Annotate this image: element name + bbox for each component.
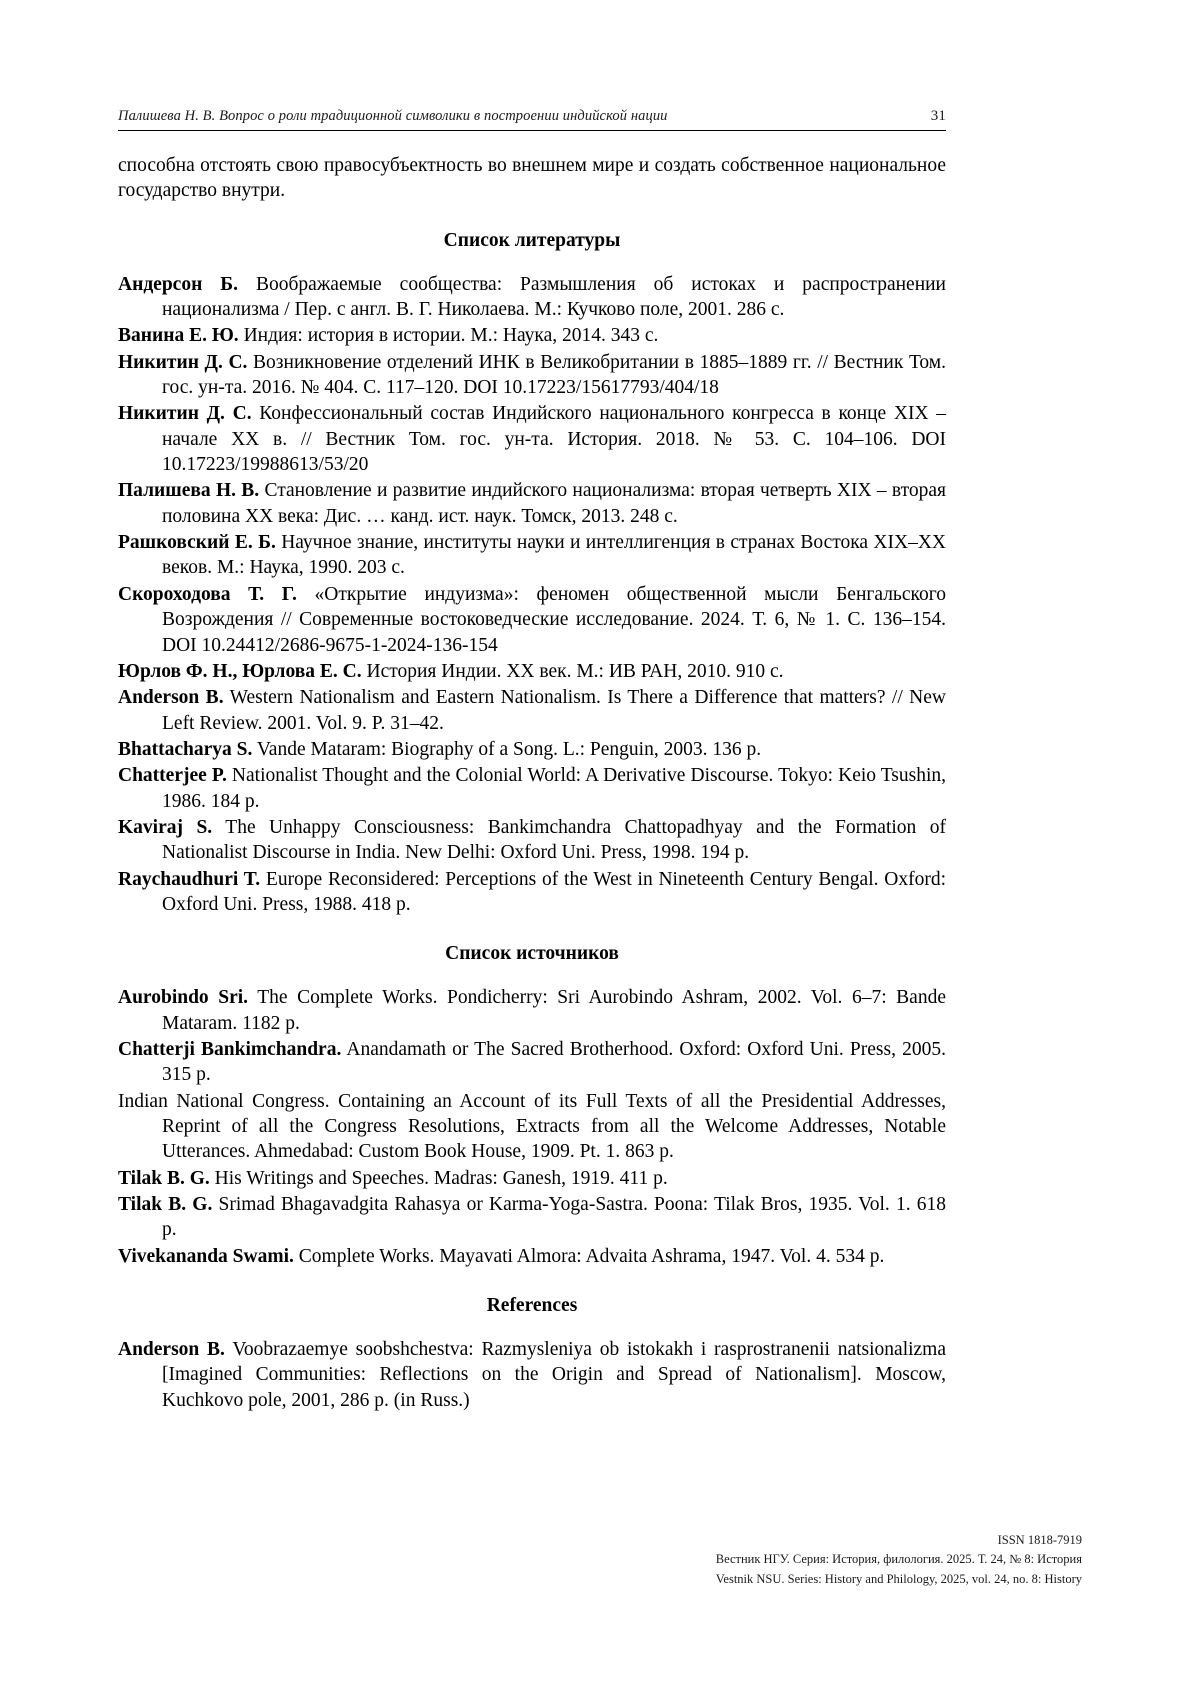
list-item (118, 815, 946, 866)
reference-text: Voobrazaemye soobshchestva: Razmysleniya ob istokakh i rasprostranenii natsionalizma [Imagined Communities: Reflections on the Origin and Spread of Nationalism]. Moscow, Kuchkovo pole, 2001, 286 p. (in Russ.) (162, 1339, 947, 1411)
list-item (118, 272, 946, 323)
reference-author: Никитин Д. С. (118, 403, 252, 425)
footer-journal-ru: Вестник НГУ. Серия: История, филология. 2025. Т. 24, № 8: История (715, 1552, 1082, 1567)
reference-text: Воображаемые сообщества: Размышления об истоках и распространении национализма / Пер. с англ. В. Г. Николаева. М.: Кучково поле, 2001. 286 с. (162, 273, 946, 321)
header-divider (118, 130, 946, 131)
reference-text: His Writings and Speeches. Madras: Ganesh, 1919. 411 p. (209, 1167, 668, 1189)
list-item (118, 1244, 946, 1269)
section-heading-literature: Список литературы (443, 229, 621, 251)
reference-author: Tilak B. G. (118, 1194, 213, 1216)
reference-author: Aurobindo Sri. (118, 987, 249, 1009)
reference-text: Anandamath or The Sacred Brotherhood. Oxford: Oxford Uni. Press, 2005. 315 p. (162, 1038, 946, 1086)
reference-text: Индия: история в истории. М.: Наука, 2014. 343 с. (238, 325, 659, 347)
reference-author: Raychaudhuri T. (118, 868, 261, 890)
reference-author: Anderson B. (118, 687, 224, 709)
section-heading-sources: Список источников (445, 943, 619, 965)
list-item (118, 867, 946, 918)
reference-text: Становление и развитие индийского национализма: вторая четверть XIX – вторая половина XX века: Дис. … канд. ист. наук. Томск, 2013. 248 с. (162, 480, 946, 527)
reference-text: Научное знание, институты науки и интеллигенция в странах Востока XIX–XX веков. М.: Наука, 1990. 203 с. (162, 532, 946, 579)
reference-list-references (118, 1337, 946, 1413)
page-footer (716, 1531, 1082, 1589)
reference-text: Nationalist Thought and the Colonial World: A Derivative Discourse. Tokyo: Keio Tsushin, 1986. 184 p. (162, 765, 947, 812)
reference-author: Tilak B. G. (118, 1167, 210, 1189)
list-item (118, 985, 946, 1036)
reference-text: Vande Mataram: Biography of a Song. L.: Penguin, 2003. 136 p. (252, 738, 762, 760)
continued-paragraph: способна отстоять свою правосубъектность во внешнем мире и создать собственное национальное государство внутри. (118, 155, 946, 202)
list-item (118, 323, 946, 348)
list-item (118, 659, 946, 684)
page-content (118, 108, 946, 1414)
list-item (118, 350, 946, 401)
reference-author: Chatterjee P. (118, 765, 227, 787)
list-item (118, 1337, 946, 1413)
reference-text: История Индии. XX век. М.: ИВ РАН, 2010. 910 с. (361, 660, 784, 682)
list-item (118, 478, 946, 529)
running-head-title: Палишева Н. В. Вопрос о роли традиционной символики в построении индийской нации (118, 108, 668, 124)
reference-author: Юрлов Ф. Н., Юрлова Е. С. (118, 660, 362, 682)
list-item (118, 530, 946, 581)
reference-author: Anderson B. (118, 1339, 225, 1361)
list-item (118, 1089, 946, 1165)
list-item (118, 582, 946, 658)
footer-journal-en: Vestnik NSU. Series: History and Philology, 2025, vol. 24, no. 8: History (715, 1571, 1082, 1586)
reference-text: Western Nationalism and Eastern Nationalism. Is There a Difference that matters? // New Left Review. 2001. Vol. 9. P. 31–42. (162, 687, 946, 734)
reference-list-literature (118, 272, 946, 918)
reference-author: Vivekananda Swami. (118, 1245, 294, 1267)
reference-text: The Complete Works. Pondicherry: Sri Aurobindo Ashram, 2002. Vol. 6–7: Bande Mataram. 1182 p. (162, 987, 946, 1034)
reference-list-sources (118, 985, 946, 1269)
list-item (118, 1192, 946, 1243)
list-item (118, 1166, 946, 1191)
reference-author: Скороходова Т. Г. (118, 583, 297, 605)
reference-text: Complete Works. Mayavati Almora: Advaita Ashrama, 1947. Vol. 4. 534 p. (293, 1245, 885, 1267)
reference-author: Рашковский Е. Б. (118, 532, 276, 554)
reference-text: Srimad Bhagavadgita Rahasya or Karma-Yoga-Sastra. Poona: Tilak Bros, 1935. Vol. 1. 618 p. (162, 1194, 946, 1241)
reference-text: Europe Reconsidered: Perceptions of the West in Nineteenth Century Bengal. Oxford: Oxford Uni. Press, 1988. 418 p. (162, 868, 946, 915)
reference-author: Палишева Н. В. (118, 480, 260, 502)
reference-author: Bhattacharya S. (118, 738, 253, 760)
reference-author: Андерсон Б. (118, 273, 239, 295)
reference-text: Возникновение отделений ИНК в Великобритании в 1885–1889 гг. // Вестник Том. гос. ун-та. 2016. № 404. С. 117–120. DOI 10.17223/15617793/404/18 (162, 351, 947, 399)
reference-author: Kaviraj S. (118, 816, 213, 838)
reference-author: Ванина Е. Ю. (118, 325, 239, 347)
reference-text: Indian National Congress. Containing an Account of its Full Texts of all the Presidential Addresses, Reprint of all the Congress Resolutions, Extracts from all the Welcome Addresses, Notable Utterances. Ahmedabad: Custom Book House, 1909. Pt. 1. 863 p. (118, 1090, 946, 1163)
section-heading-references: References (486, 1295, 578, 1317)
reference-author: Никитин Д. С. (118, 351, 248, 373)
list-item (118, 737, 946, 762)
footer-issn: ISSN 1818-7919 (997, 1532, 1082, 1547)
list-item (118, 1037, 946, 1088)
reference-author: Chatterji Bankimchandra. (118, 1038, 342, 1060)
reference-text: «Открытие индуизма»: феномен общественной мысли Бенгальского Возрождения // Современные востоковедческие исследование. 2024. Т. 6, № 1. С. 136–154. DOI 10.24412/2686-9675-1-2024-136-154 (162, 583, 946, 656)
page-number: 31 (930, 108, 946, 124)
reference-text: Конфессиональный состав Индийского национального конгресса в конце XIX – начале XX в. // Вестник Том. гос. ун-та. История. 2018. № 53. С. 104–106. DOI 10.17223/19988613/53/20 (162, 403, 947, 476)
running-head (118, 108, 946, 130)
list-item (118, 401, 946, 477)
list-item (118, 763, 946, 814)
reference-text: The Unhappy Consciousness: Bankimchandra Chattopadhyay and the Formation of Nationalist Discourse in India. New Delhi: Oxford Uni. Press, 1998. 194 p. (162, 816, 946, 864)
list-item (118, 685, 946, 736)
